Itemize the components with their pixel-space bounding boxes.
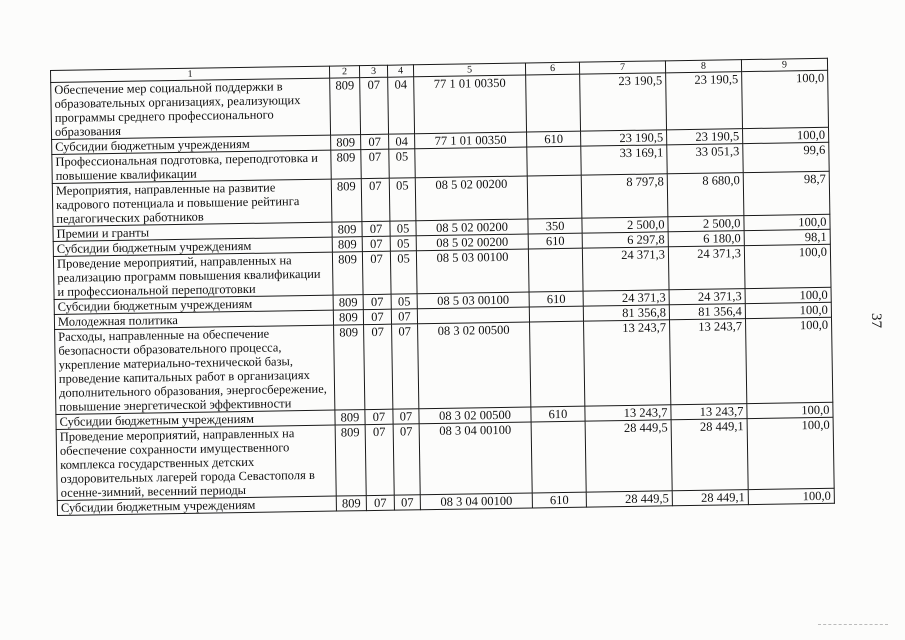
cell-name: Субсидии бюджетным учреждениям — [57, 496, 336, 515]
cell-expense-type: 610 — [527, 131, 581, 147]
cell-department: 809 — [333, 295, 363, 310]
cell-section: 07 — [362, 236, 390, 251]
cell-subsection: 05 — [389, 149, 415, 178]
cell-target-article: 08 3 02 00500 — [418, 322, 531, 409]
cell-expense-type — [530, 321, 585, 407]
cell-name: Мероприятия, направленные на развитие кадрового потенциала и повышение рейтинга педагогических работников — [52, 179, 332, 226]
cell-department: 809 — [331, 179, 362, 222]
cell-department: 809 — [332, 222, 362, 237]
cell-executed-amount: 13 243,7 — [670, 319, 747, 405]
cell-department: 809 — [330, 78, 361, 135]
cell-target-article: 08 3 04 00100 — [419, 422, 532, 495]
table-row — [56, 417, 834, 500]
cell-executed-amount: 28 449,1 — [672, 490, 748, 506]
cell-department: 809 — [332, 237, 362, 252]
cell-section: 07 — [363, 309, 391, 324]
cell-section: 07 — [360, 77, 389, 134]
cell-expense-type: 610 — [528, 233, 582, 249]
cell-percent: 100,0 — [744, 214, 830, 230]
cell-expense-type: 610 — [531, 406, 585, 422]
column-header-8: 8 — [665, 60, 741, 73]
cell-percent: 100,0 — [745, 317, 832, 403]
cell-percent: 98,1 — [744, 229, 830, 245]
cell-department: 809 — [335, 425, 366, 496]
cell-plan-amount: 24 371,3 — [582, 247, 669, 291]
column-header-2: 2 — [329, 66, 359, 78]
cell-subsection: 07 — [394, 495, 420, 510]
table-body — [51, 70, 835, 515]
cell-subsection: 07 — [393, 424, 420, 495]
cell-section: 07 — [363, 294, 391, 309]
cell-subsection: 04 — [389, 134, 415, 149]
column-header-7: 7 — [579, 61, 665, 74]
column-header-1: 1 — [51, 66, 330, 82]
cell-target-article: 08 5 03 00100 — [416, 249, 529, 294]
cell-executed-amount: 24 371,3 — [669, 289, 745, 305]
cell-name: Проведение мероприятий, направленных на обеспечение сохранности имущественного комплекса государственных детских оздоровительных лагерей города Севастополя в осенне-зимний, весенний периоды — [56, 425, 336, 500]
cell-expense-type — [529, 306, 583, 322]
cell-department: 809 — [333, 310, 363, 325]
cell-plan-amount: 13 243,7 — [585, 405, 671, 421]
cell-name: Субсидии бюджетным учреждениям — [53, 237, 332, 256]
cell-subsection: 05 — [390, 251, 417, 294]
cell-section: 07 — [365, 409, 393, 424]
cell-subsection: 07 — [391, 309, 417, 324]
cell-executed-amount: 81 356,4 — [669, 304, 745, 320]
column-header-9: 9 — [741, 58, 827, 71]
cell-subsection: 05 — [391, 294, 417, 309]
page-number: 37 — [868, 313, 884, 328]
cell-expense-type: 610 — [529, 291, 583, 307]
cell-executed-amount: 33 051,3 — [667, 144, 743, 174]
cell-subsection: 05 — [390, 221, 416, 236]
cell-name: Субсидии бюджетным учреждениям — [56, 410, 335, 429]
cell-expense-type: 610 — [532, 492, 586, 508]
cell-target-article: 08 5 02 00200 — [415, 176, 528, 221]
cell-subsection: 07 — [393, 409, 419, 424]
cell-percent: 100,0 — [748, 488, 834, 504]
cell-name: Субсидии бюджетным учреждениям — [54, 295, 333, 314]
cell-expense-type: 350 — [528, 218, 582, 234]
cell-section: 07 — [366, 495, 394, 510]
column-header-6: 6 — [525, 62, 579, 75]
cell-plan-amount: 8 797,8 — [581, 174, 668, 218]
cell-percent: 100,0 — [744, 244, 831, 288]
table-row — [55, 317, 833, 414]
cell-subsection: 04 — [388, 77, 415, 134]
cell-department: 809 — [334, 325, 365, 410]
cell-subsection: 05 — [389, 178, 416, 221]
cell-section: 07 — [365, 424, 394, 495]
column-header-5: 5 — [413, 63, 525, 77]
cell-section: 07 — [361, 134, 389, 149]
cell-plan-amount: 24 371,3 — [583, 290, 669, 306]
cell-executed-amount: 2 500,0 — [668, 216, 744, 232]
cell-percent: 100,0 — [745, 287, 831, 303]
cell-department: 809 — [336, 496, 366, 511]
cell-executed-amount: 28 449,1 — [671, 419, 748, 491]
cell-target-article: 08 5 02 00200 — [416, 219, 528, 236]
cell-department: 809 — [332, 252, 363, 295]
cell-name: Расходы, направленные на обеспечение безопасности образовательного процесса, укрепление материально-технической базы, проведение капитальных работ в организациях дополнительного образования, энергосбережение, повышение энергетической эффективности — [55, 325, 335, 414]
cell-section: 07 — [362, 251, 391, 294]
cell-plan-amount: 23 190,5 — [581, 130, 667, 146]
cell-plan-amount: 28 449,5 — [585, 420, 672, 492]
cell-plan-amount: 13 243,7 — [584, 320, 671, 406]
cell-subsection: 07 — [392, 324, 419, 409]
cell-department: 809 — [331, 135, 361, 150]
cell-expense-type — [527, 146, 581, 176]
cell-target-article: 08 3 04 00100 — [420, 493, 532, 510]
cell-percent: 99,6 — [743, 142, 829, 172]
cell-plan-amount: 2 500,0 — [582, 217, 668, 233]
cell-plan-amount: 33 169,1 — [581, 145, 667, 175]
cell-name: Профессиональная подготовка, переподготовка и повышение квалификации — [52, 150, 331, 183]
cell-subsection: 05 — [390, 236, 416, 251]
cell-section: 07 — [364, 324, 393, 409]
cell-target-article: 08 3 02 00500 — [419, 407, 531, 424]
cell-target-article — [417, 307, 529, 324]
cell-department: 809 — [335, 410, 365, 425]
cell-expense-type — [527, 175, 582, 219]
cell-name: Проведение мероприятий, направленных на реализацию программ повышения квалификации и профессиональной переподготовки — [53, 252, 333, 299]
column-header-4: 4 — [387, 65, 413, 77]
cell-plan-amount: 81 356,8 — [583, 305, 669, 321]
cell-section: 07 — [361, 149, 389, 178]
cell-percent: 98,7 — [743, 171, 830, 215]
cell-percent: 100,0 — [742, 70, 829, 128]
cell-percent: 100,0 — [747, 402, 833, 418]
cell-department: 809 — [331, 150, 361, 179]
cell-target-article: 77 1 01 00350 — [415, 132, 527, 149]
cell-target-article: 08 5 03 00100 — [417, 292, 529, 309]
cell-expense-type — [531, 421, 586, 493]
cell-executed-amount: 23 190,5 — [667, 129, 743, 145]
budget-table — [50, 58, 835, 516]
cell-name: Молодежная политика — [54, 310, 333, 329]
cell-name: Субсидии бюджетным учреждениям — [52, 135, 331, 154]
cell-percent: 100,0 — [745, 302, 831, 318]
budget-table-wrapper — [50, 58, 835, 516]
cell-target-article: 08 5 02 00200 — [416, 234, 528, 251]
cell-executed-amount: 8 680,0 — [667, 173, 744, 217]
cell-target-article — [415, 147, 527, 178]
cell-expense-type — [526, 74, 581, 132]
cell-percent: 100,0 — [743, 127, 829, 143]
cell-expense-type — [528, 248, 583, 292]
cell-section: 07 — [361, 178, 390, 221]
cell-executed-amount: 13 243,7 — [671, 404, 747, 420]
cell-target-article: 77 1 01 00350 — [414, 75, 527, 134]
cell-executed-amount: 6 180,0 — [668, 231, 744, 247]
cell-percent: 100,0 — [747, 417, 834, 489]
column-header-3: 3 — [359, 65, 387, 77]
cell-executed-amount: 23 190,5 — [666, 72, 743, 130]
cell-plan-amount: 23 190,5 — [580, 73, 667, 131]
scan-artifact-line — [818, 624, 888, 625]
cell-name: Обеспечение мер социальной поддержки в образовательных организациях, реализующих программы среднего профессионального образования — [51, 78, 331, 139]
cell-name: Премии и гранты — [53, 222, 332, 241]
cell-section: 07 — [362, 221, 390, 236]
cell-plan-amount: 6 297,8 — [582, 232, 668, 248]
cell-plan-amount: 28 449,5 — [586, 491, 672, 507]
cell-executed-amount: 24 371,3 — [668, 246, 745, 290]
